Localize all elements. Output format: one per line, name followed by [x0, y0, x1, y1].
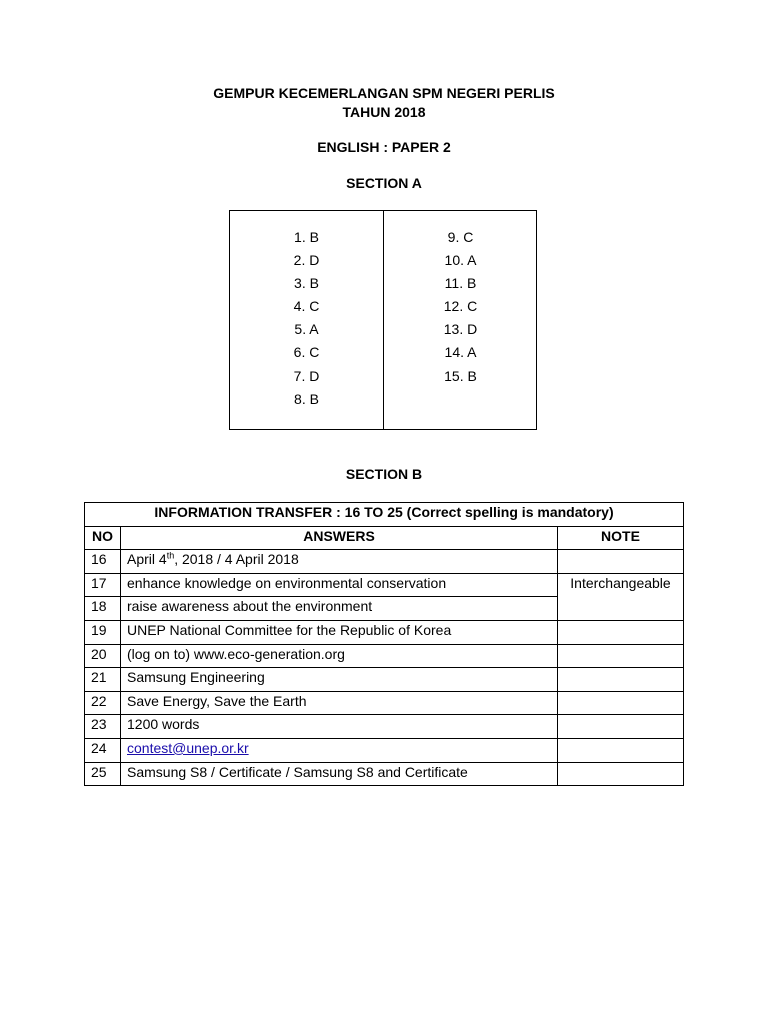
answer-text: April 4: [127, 551, 167, 568]
answer-item: 12. C: [443, 298, 478, 315]
row-number: 25: [85, 762, 121, 786]
table-row: [85, 620, 684, 644]
document-title: GEMPUR KECEMERLANGAN SPM NEGERI PERLIS: [213, 85, 555, 101]
row-number: 23: [85, 715, 121, 739]
row-answer: [121, 550, 558, 574]
row-answer: Samsung S8 / Certificate / Samsung S8 and Certificate: [121, 762, 558, 786]
table-row: [85, 550, 684, 574]
section-a-right-column: [384, 227, 537, 389]
row-note: [558, 691, 684, 715]
email-link[interactable]: contest@unep.or.kr: [127, 739, 249, 756]
row-note: [558, 715, 684, 739]
row-answer: (log on to) www.eco-generation.org: [121, 644, 558, 668]
row-note: [558, 762, 684, 786]
table-row: [85, 668, 684, 692]
answer-text: , 2018 / 4 April 2018: [174, 551, 299, 568]
answer-item: 1. B: [294, 229, 319, 245]
paper-title: ENGLISH : PAPER 2: [317, 139, 451, 155]
row-number: 24: [85, 738, 121, 762]
table-row: [85, 644, 684, 668]
answer-item: 3. B: [294, 275, 319, 292]
row-answer: UNEP National Committee for the Republic of Korea: [121, 620, 558, 644]
row-note: [558, 620, 684, 644]
row-answer: 1200 words: [121, 715, 558, 739]
row-number: 22: [85, 691, 121, 715]
row-answer: Save Energy, Save the Earth: [121, 691, 558, 715]
row-answer: [121, 738, 558, 762]
answer-item: 7. D: [293, 367, 320, 384]
answer-item: 5. A: [294, 321, 319, 338]
ordinal-suffix: th: [166, 550, 175, 561]
answer-item: 13. D: [443, 321, 478, 338]
section-b-heading: SECTION B: [345, 466, 423, 482]
row-number: 18: [85, 597, 121, 621]
row-note: [558, 668, 684, 692]
answer-item: 10. A: [444, 252, 477, 269]
row-number: 17: [85, 573, 121, 597]
section-a-heading: SECTION A: [346, 175, 422, 191]
row-answer: raise awareness about the environment: [121, 597, 558, 621]
row-note: Interchangeable: [558, 573, 684, 620]
row-answer: Samsung Engineering: [121, 668, 558, 692]
information-transfer-table: [84, 502, 684, 786]
table-header-row: [85, 526, 684, 550]
row-number: 16: [85, 550, 121, 574]
answer-item: 15. B: [444, 367, 477, 384]
table-row: [85, 715, 684, 739]
table-row: [85, 691, 684, 715]
row-note: [558, 738, 684, 762]
row-note: [558, 550, 684, 574]
row-answer: enhance knowledge on environmental conservation: [121, 573, 558, 597]
table-row: [85, 573, 684, 597]
answer-item: 6. C: [293, 344, 320, 361]
section-a-answer-box: [229, 210, 537, 430]
table-caption: INFORMATION TRANSFER : 16 TO 25 (Correct spelling is mandatory): [85, 503, 684, 527]
answer-item: 2. D: [293, 252, 320, 269]
answer-item: 9. C: [447, 229, 474, 245]
answer-item: 11. B: [444, 275, 477, 292]
table-row: [85, 762, 684, 786]
document-year: TAHUN 2018: [342, 104, 426, 120]
row-number: 19: [85, 620, 121, 644]
row-note: [558, 644, 684, 668]
row-number: 21: [85, 668, 121, 692]
answer-item: 14. A: [444, 344, 477, 361]
table-caption-row: [85, 503, 684, 527]
section-a-left-column: [230, 227, 383, 412]
column-header-no: NO: [85, 526, 121, 550]
row-number: 20: [85, 644, 121, 668]
answer-item: 4. C: [293, 298, 320, 315]
table-row: [85, 738, 684, 762]
answer-item: 8. B: [294, 390, 319, 407]
column-header-answers: ANSWERS: [121, 526, 558, 550]
column-header-note: NOTE: [558, 526, 684, 550]
